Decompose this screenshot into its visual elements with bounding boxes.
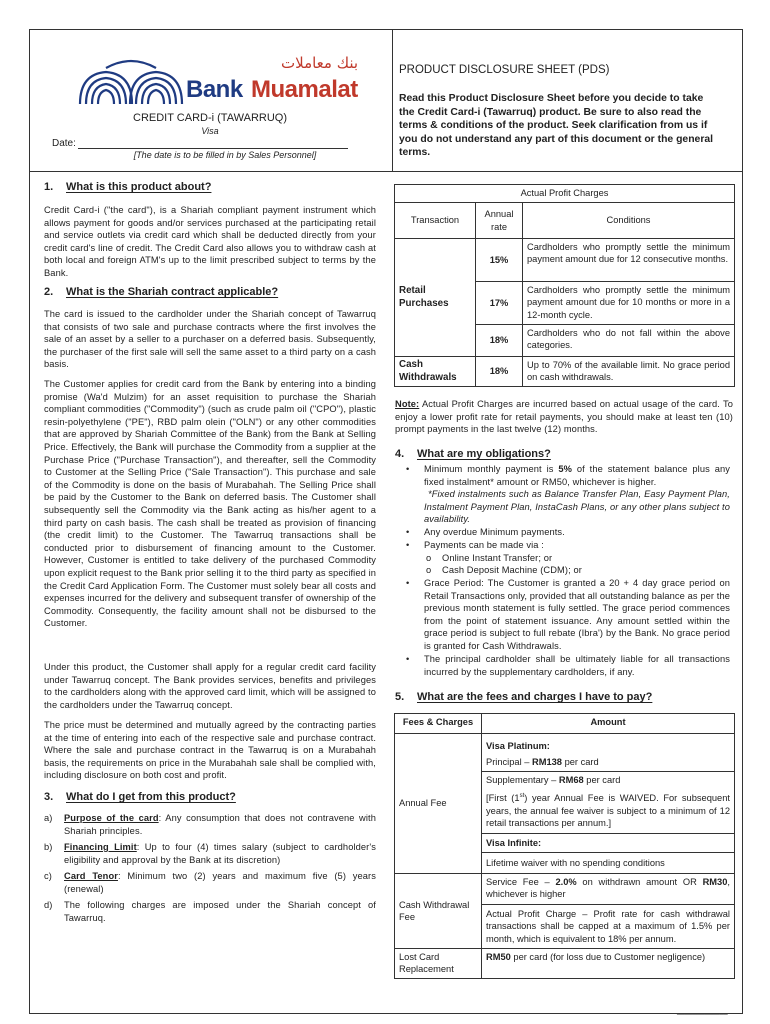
- item-b-label: Financing Limit: [64, 842, 137, 852]
- obligation-grace-period: [406, 577, 730, 653]
- obligation-min-payment: [406, 463, 730, 526]
- rate-18-retail: 18%: [476, 325, 523, 357]
- profit-table-title: Actual Profit Charges: [395, 185, 735, 203]
- section-3-item-d: [44, 899, 376, 924]
- cash-withdrawal-fee-amount: [482, 874, 735, 949]
- bank-name-muamalat: Muamalat: [251, 76, 358, 103]
- cash-withdrawals-label: Cash Withdrawals: [395, 357, 476, 387]
- visa-infinite-label: Visa Infinite:: [482, 834, 734, 853]
- rate-17: 17%: [476, 282, 523, 325]
- date-label: Date:: [52, 138, 76, 149]
- profit-charges-table: [394, 184, 735, 387]
- profit-note: [395, 398, 733, 436]
- note-text: Actual Profit Charges are incurred based on actual usage of the card. To enjoy a lower profit rate for retail payments, you should make at least ten (10) prompt payments in the last twelve (12) months.: [395, 399, 733, 435]
- section-2-para-2: The Customer applies for credit card from the Bank by entering into a binding promise (Wa'd Mulzim) for an asset requisition to purchase the Shariah compliant commodities ("Commodity") (such as crude palm oil ("CPO"), plastic resin-polyethylene ("PE"), RBD palm olein ("OLN") or any other commodities that are approved by Shariah Committee of the Bank) from the Bank at Selling Price. Effectively, the Bank will purchase the Commodity from a supplier at the Purchase Price ("Purchase Transaction"), and thereafter, sell the Commodity to Customer at the Selling Price ("Sale Transaction"). This purchase and sale of the Commodity is done on the basis of Murabahah. The Selling Price shall be paid by the Customer to the Bank on deferred basis. The Customer shall subsequently sell the Commodity via the Bank acting as his/her agent to a third party on cash basis. The cash shall be treated as provision of financing (the credit limit) to the Customer. The Tawarruq transactions shall be conducted prior to disbursement of financing amount to the Customer. However, Customer is entitled to take delivery of the purchased Commodity upon explicit request to the Bank prior selling it to the third party as specified in the Credit Card Application Form. The Customer must solely bear all costs and expenses incurred for the delivery and subsequent transfer of ownership of the Commodity. Consequently, the facility amount shall not be disbursed to the Customer.: [44, 379, 377, 629]
- annual-fee-amount: [482, 734, 735, 874]
- overdue-text: Any overdue Minimum payments.: [424, 527, 565, 537]
- date-fill-line[interactable]: [78, 148, 348, 149]
- lost-card-label: Lost Card Replacement: [395, 949, 482, 979]
- item-a-mark: a): [44, 813, 53, 823]
- item-a-label: Purpose of the card: [64, 813, 159, 823]
- section-4-heading: 4. What are my obligations?: [395, 448, 551, 460]
- cash-withdrawal-fee-label: Cash Withdrawal Fee: [395, 874, 482, 949]
- header-bottom-rule: [29, 171, 742, 172]
- lost-card-amount: RM50 per card (for loss due to Customer negligence): [482, 949, 735, 979]
- grace-period-text: Grace Period: The Customer is granted a 20 + 4 day grace period on Retail Transactions only, provided that all outstanding balance as per the previous month statement is fully settled. The grace period commences from the point of statement issuance. Any amount settled within the grace period is subject to full rebate (Ibra') by the Bank. No grace period is granted for Cash Withdrawals.: [424, 578, 730, 651]
- section-3-heading: 3. What do I get from this product?: [44, 791, 236, 803]
- product-name: CREDIT CARD-i (TAWARRUQ): [133, 112, 287, 124]
- initial-line: _____________: [677, 1008, 728, 1015]
- bullet: •: [406, 654, 410, 664]
- item-b-text: : Up to four (4) times salary (subject to cardholder's eligibility and approval by the Bank at its discretion): [64, 842, 376, 865]
- bullet: •: [406, 464, 410, 474]
- condition-18-retail: Cardholders who do not fall within the above categories.: [523, 325, 735, 357]
- section-2-para-1: The card is issued to the cardholder under the Shariah concept of Tawarruq that consists of two sale and purchase contracts where the first involves the sale of an asset by a seller to a purchaser on a deferred basis. Subsequently, the purchaser of the first sale will sell the same asset to a third party on a cash basis.: [44, 309, 376, 370]
- obligation-payments: [406, 539, 730, 577]
- col-conditions: Conditions: [523, 203, 735, 239]
- arabic-bank-name: بنك معاملات: [281, 54, 359, 72]
- principal-fee: Principal – RM138 per card: [482, 752, 734, 771]
- condition-17: Cardholders who promptly settle the minimum payment amount due for 10 months or more in a 12-month cycle.: [523, 282, 735, 325]
- obligation-principal-liable: [406, 653, 730, 678]
- payments-text: Payments can be made via :: [424, 540, 544, 550]
- fees-table: [394, 713, 735, 979]
- bullet: •: [406, 540, 410, 550]
- amount-col-header: Amount: [482, 714, 735, 734]
- supplementary-fee: Supplementary – RM68 per card: [486, 774, 621, 785]
- item-c-label: Card Tenor: [64, 871, 118, 881]
- bullet: •: [406, 578, 410, 588]
- card-type: Visa: [201, 126, 219, 136]
- item-d-text: The following charges are imposed under the Shariah concept of Tawarruq.: [64, 900, 376, 923]
- payment-channel-1: o Online Instant Transfer; or: [426, 552, 553, 563]
- col-transaction: Transaction: [395, 203, 476, 239]
- rate-15: 15%: [476, 239, 523, 282]
- item-c-text: : Minimum two (2) years and maximum five (5) years (renewal): [64, 871, 376, 894]
- annual-fee-waiver: [First (1st) year Annual Fee is WAIVED. For subsequent years, the annual fee waiver is subject to a minimum of 12 retail transactions per annum.]: [482, 788, 734, 833]
- obligation-overdue: [406, 526, 730, 539]
- date-note: [The date is to be filled in by Sales Personnel]: [133, 150, 317, 160]
- section-3-item-a: [44, 812, 376, 837]
- section-2-para-4: The price must be determined and mutually agreed by the contracting parties at the time of entering into each of the respective sale and purchase contract. Where the sale and purchase contract in the Tawarruq is on a Murabahah basis, the requirements on price in the Murabahah sale shall be complied with, including disclosure on both cost and profit.: [44, 720, 376, 781]
- condition-18-cash: Up to 70% of the available limit. No grace period on cash withdrawals.: [523, 357, 735, 387]
- cash-profit-charge: Actual Profit Charge – Profit rate for cash withdrawal transactions shall be capped at a maximum of 1.5% per month, which is equivalent to 18% per annum.: [486, 908, 730, 944]
- bank-name-bank: Bank: [186, 76, 243, 103]
- section-2-para-3: Under this product, the Customer shall apply for a regular credit card facility under Tawarruq concept. The Bank provides services, benefits and privileges to the cardholders along with the approved card limit, which will be assigned to the cardholders under the Tawarruq concept.: [44, 662, 376, 710]
- lifetime-waiver: Lifetime waiver with no spending conditions: [486, 857, 665, 868]
- section-2-heading: 2. What is the Shariah contract applicable?: [44, 286, 279, 298]
- item-c-mark: c): [44, 871, 52, 881]
- retail-purchases-label: Retail Purchases: [395, 239, 476, 357]
- min-payment-pre: Minimum monthly payment is: [424, 464, 559, 474]
- section-3-item-b: [44, 841, 376, 866]
- section-1-body: Credit Card-i ("the card"), is a Shariah compliant payment instrument which allows payment for goods and/or services purchased at the participating retail and service outlets via credit card which shall be deducted directly from your credit card's line of credit. The Credit Card also allows you to withdraw cash at both local and foreign ATM's up to the limit prescribed subject to terms by the Bank.: [44, 205, 376, 278]
- item-b-mark: b): [44, 842, 53, 852]
- min-payment-post: of the statement balance plus any fixed instalment* amount or RM50, whichever is higher.: [424, 464, 730, 487]
- item-a-text: : Any consumption that does not contravene with Shariah principles.: [64, 813, 376, 836]
- section-1-heading: 1. What is this product about?: [44, 181, 212, 193]
- min-payment-pct: 5%: [558, 464, 572, 474]
- col-annual-rate: Annual rate: [476, 203, 523, 239]
- bullet: •: [406, 527, 410, 537]
- obligations-list: [400, 463, 730, 683]
- pds-instruction: Read this Product Disclosure Sheet before you decide to take the Credit Card-i (Tawarruq) product. Be sure to also read the terms & conditions of the product. Seek clarification from us if you do not understand any part of this document or the general terms.: [399, 93, 714, 159]
- service-fee: Service Fee – 2.0% on withdrawn amount OR RM30, whichever is higher: [482, 874, 734, 905]
- bank-logo: [76, 54, 376, 108]
- visa-platinum-label: Visa Platinum:: [486, 741, 550, 751]
- condition-15: Cardholders who promptly settle the minimum payment amount due for 12 consecutive months.: [523, 239, 735, 282]
- payment-channel-2: o Cash Deposit Machine (CDM); or: [426, 565, 582, 576]
- annual-fee-label: Annual Fee: [395, 734, 482, 874]
- rate-18-cash: 18%: [476, 357, 523, 387]
- pds-title: PRODUCT DISCLOSURE SHEET (PDS): [399, 64, 610, 76]
- principal-liable-text: The principal cardholder shall be ultimately liable for all transactions incurred by the supplementary cardholders, if any.: [424, 654, 730, 677]
- fixed-instalment-note: *Fixed instalments such as Balance Transfer Plan, Easy Payment Plan, Instalment Payment Plan, InstaCash Plans, or any other plans subject to availability.: [424, 489, 730, 525]
- section-3-item-c: [44, 870, 376, 895]
- logo-arches-icon: [76, 58, 186, 106]
- header-divider: [392, 29, 393, 171]
- note-label: Note:: [395, 399, 420, 409]
- section-5-heading: 5. What are the fees and charges I have to pay?: [395, 691, 653, 703]
- item-d-mark: d): [44, 900, 53, 910]
- fees-col-header: Fees & Charges: [395, 714, 482, 734]
